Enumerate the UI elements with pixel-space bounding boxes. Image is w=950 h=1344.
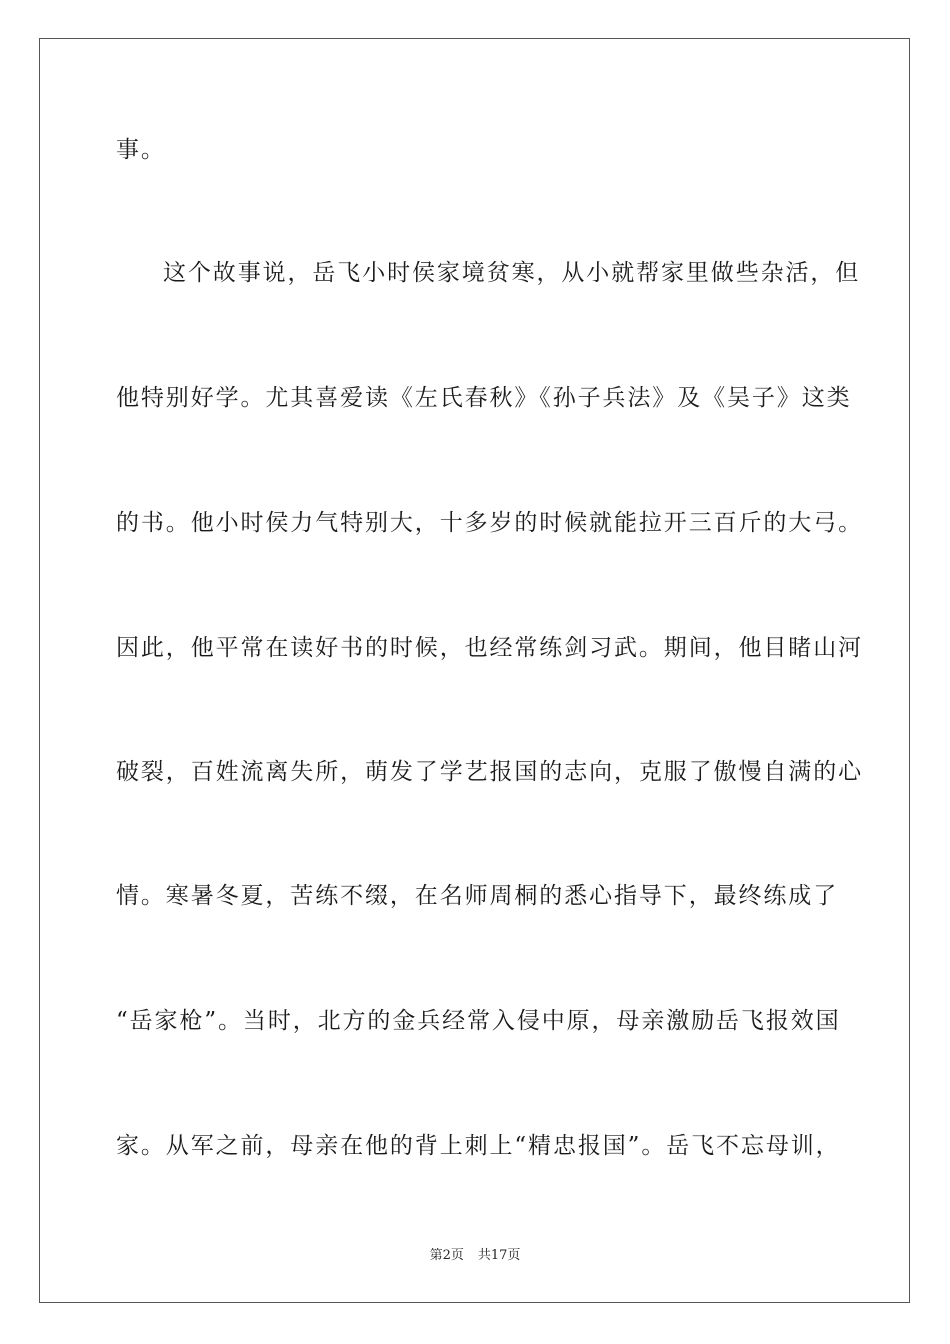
body-text-line: “岳家枪”。当时，北方的金兵经常入侵中原，母亲激励岳飞报效国 bbox=[116, 1008, 841, 1034]
body-text-line: 的书。他小时侯力气特别大，十多岁的时候就能拉开三百斤的大弓。 bbox=[116, 510, 863, 536]
body-text-line: 他特别好学。尤其喜爱读《左氏春秋》《孙子兵法》及《吴子》这类 bbox=[116, 385, 852, 411]
body-text-line: 情。寒暑冬夏，苦练不缀，在名师周桐的悉心指导下，最终练成了 bbox=[116, 883, 839, 909]
page-number-current: 第2页 bbox=[429, 1248, 464, 1263]
page-footer bbox=[0, 1247, 950, 1265]
body-text-line: 这个故事说，岳飞小时侯家境贫寒，从小就帮家里做些杂活，但 bbox=[163, 260, 861, 286]
page-border bbox=[39, 38, 910, 1303]
page-number-total: 共17页 bbox=[477, 1248, 521, 1263]
body-text-line: 事。 bbox=[116, 137, 166, 163]
body-text-line: 破裂，百姓流离失所，萌发了学艺报国的志向，克服了傲慢自满的心 bbox=[116, 759, 863, 785]
body-text-line: 家。从军之前，母亲在他的背上刺上“精忠报国”。岳飞不忘母训， bbox=[116, 1133, 841, 1159]
body-text-line: 因此，他平常在读好书的时候，也经常练剑习武。期间，他目睹山河 bbox=[116, 635, 863, 661]
